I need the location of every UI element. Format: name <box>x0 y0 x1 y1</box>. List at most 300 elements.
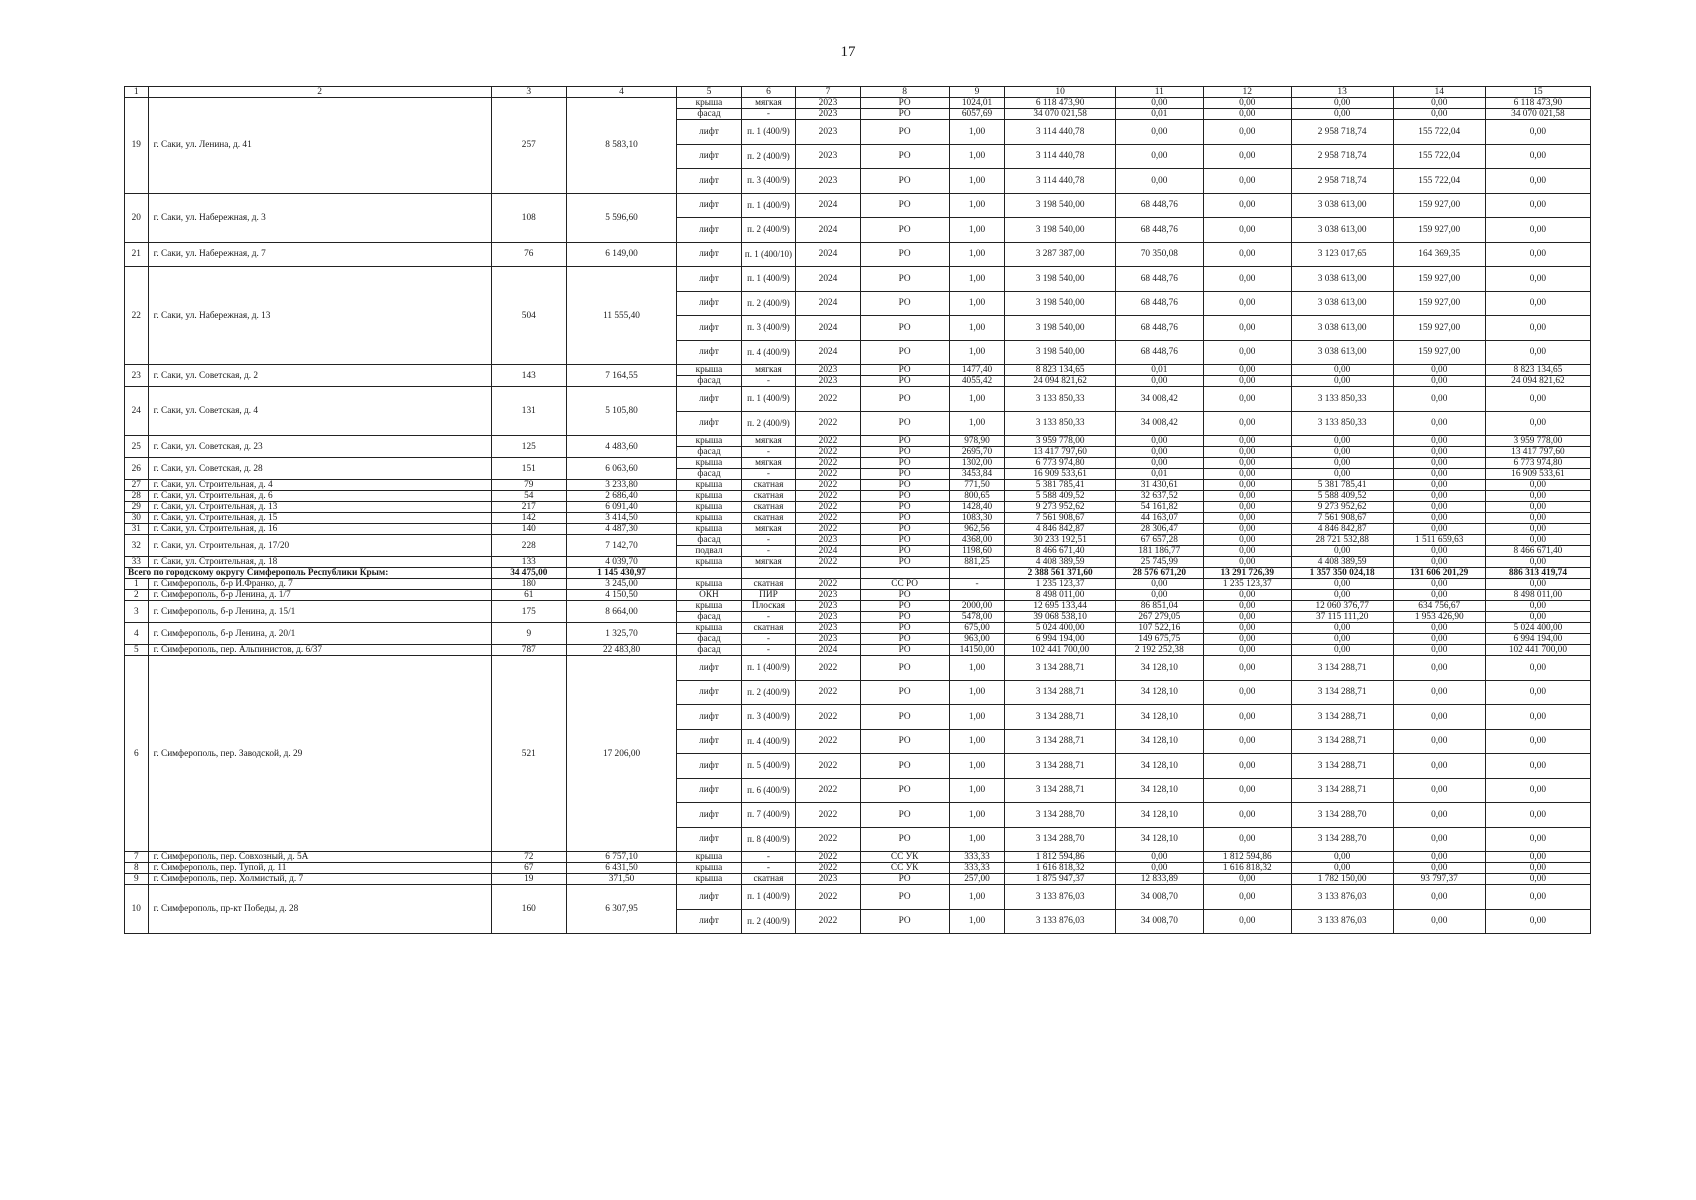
work-type: лифт <box>677 754 741 779</box>
total-cost: 9 273 952,62 <box>1005 502 1115 513</box>
cost-col-14: 0,00 <box>1393 645 1485 656</box>
total-cost: 3 198 540,00 <box>1005 291 1115 316</box>
table-row <box>125 242 1591 267</box>
work-type: лифт <box>677 218 741 243</box>
cost-col-15: 0,00 <box>1485 218 1590 243</box>
row-number: 8 <box>125 863 149 874</box>
cost-col-13: 3 038 613,00 <box>1291 267 1393 292</box>
volume: 1,00 <box>949 267 1005 292</box>
cost-col-12: 0,00 <box>1203 120 1291 145</box>
cost-col-14: 0,00 <box>1393 411 1485 436</box>
year: 2022 <box>796 729 860 754</box>
cost-col-13: 3 133 876,03 <box>1291 909 1393 934</box>
cost-col-15: 0,00 <box>1485 601 1590 612</box>
cost-col-12: 0,00 <box>1203 267 1291 292</box>
volume: 333,33 <box>949 852 1005 863</box>
cost-col-11: 34 008,70 <box>1115 909 1203 934</box>
cost-col-14: 0,00 <box>1393 827 1485 852</box>
residents-count: 76 <box>491 242 566 267</box>
work-type: крыша <box>677 863 741 874</box>
total-cost: 3 198 540,00 <box>1005 316 1115 341</box>
volume: 963,00 <box>949 634 1005 645</box>
year: 2024 <box>796 291 860 316</box>
cost-col-14: 155 722,04 <box>1393 169 1485 194</box>
column-number-10: 10 <box>1005 87 1115 98</box>
cost-col-14: 159 927,00 <box>1393 316 1485 341</box>
work-type: фасад <box>677 109 741 120</box>
building-area: 7 142,70 <box>566 535 676 557</box>
year: 2022 <box>796 909 860 934</box>
work-subtype: п. 2 (400/9) <box>741 218 796 243</box>
work-type: крыша <box>677 480 741 491</box>
building-area: 6 431,50 <box>566 863 676 874</box>
year: 2024 <box>796 316 860 341</box>
address-cell: г. Симферополь, пер. Совхозный, д. 5А <box>148 852 491 863</box>
funding-method: РО <box>860 109 949 120</box>
volume: 1198,60 <box>949 546 1005 557</box>
year: 2022 <box>796 852 860 863</box>
cost-col-12: 0,00 <box>1203 447 1291 458</box>
funding-method: СС РО <box>860 579 949 590</box>
year: 2022 <box>796 502 860 513</box>
work-subtype: скатная <box>741 480 796 491</box>
year: 2022 <box>796 705 860 730</box>
cost-col-14: 0,00 <box>1393 579 1485 590</box>
row-number: 9 <box>125 874 149 885</box>
year: 2022 <box>796 469 860 480</box>
work-subtype: п. 4 (400/9) <box>741 340 796 365</box>
year: 2022 <box>796 458 860 469</box>
funding-method: РО <box>860 447 949 458</box>
work-subtype: п. 1 (400/9) <box>741 193 796 218</box>
cost-col-15: 8 466 671,40 <box>1485 546 1590 557</box>
residents-count: 217 <box>491 502 566 513</box>
work-subtype: - <box>741 447 796 458</box>
total-cost: 3 959 778,00 <box>1005 436 1115 447</box>
building-area: 3 233,80 <box>566 480 676 491</box>
cost-col-13: 0,00 <box>1291 447 1393 458</box>
cost-col-12: 0,00 <box>1203 680 1291 705</box>
funding-method: РО <box>860 874 949 885</box>
total-cost: 3 134 288,71 <box>1005 729 1115 754</box>
residents-count: 504 <box>491 267 566 365</box>
cost-col-11: 31 430,61 <box>1115 480 1203 491</box>
cost-col-15: 0,00 <box>1485 535 1590 546</box>
work-subtype: скатная <box>741 491 796 502</box>
cost-col-11: 0,01 <box>1115 469 1203 480</box>
column-number-11: 11 <box>1115 87 1203 98</box>
cost-col-11: 54 161,82 <box>1115 502 1203 513</box>
volume: 1477,40 <box>949 365 1005 376</box>
cost-col-13: 3 134 288,71 <box>1291 754 1393 779</box>
cost-col-13: 0,00 <box>1291 469 1393 480</box>
cost-col-12: 0,00 <box>1203 803 1291 828</box>
cost-col-13: 5 588 409,52 <box>1291 491 1393 502</box>
cost-col-13: 3 134 288,70 <box>1291 803 1393 828</box>
work-type: фасад <box>677 645 741 656</box>
cost-col-11: 0,00 <box>1115 144 1203 169</box>
total-cost: 3 134 288,71 <box>1005 680 1115 705</box>
address-cell: г. Саки, ул. Советская, д. 2 <box>148 365 491 387</box>
cost-col-15: 0,00 <box>1485 885 1590 910</box>
volume: 1428,40 <box>949 502 1005 513</box>
cost-col-11: 107 522,16 <box>1115 623 1203 634</box>
volume: 1,00 <box>949 754 1005 779</box>
cost-col-12: 0,00 <box>1203 909 1291 934</box>
cost-col-13: 0,00 <box>1291 590 1393 601</box>
table-row <box>125 601 1591 612</box>
cost-col-12: 0,00 <box>1203 535 1291 546</box>
volume: 3453,84 <box>949 469 1005 480</box>
table-row <box>125 502 1591 513</box>
work-type: крыша <box>677 365 741 376</box>
cost-col-11: 28 306,47 <box>1115 524 1203 535</box>
volume: 1,00 <box>949 827 1005 852</box>
total-cost: 24 094 821,62 <box>1005 376 1115 387</box>
cost-col-15: 0,00 <box>1485 491 1590 502</box>
residents-count: 140 <box>491 524 566 535</box>
cost-col-11: 12 833,89 <box>1115 874 1203 885</box>
cost-col-12: 0,00 <box>1203 754 1291 779</box>
cost-col-12: 0,00 <box>1203 623 1291 634</box>
cost-col-12: 0,00 <box>1203 705 1291 730</box>
cost-col-13: 0,00 <box>1291 645 1393 656</box>
row-number: 3 <box>125 601 149 623</box>
total-cost: 102 441 700,00 <box>1005 645 1115 656</box>
year: 2022 <box>796 480 860 491</box>
year: 2022 <box>796 803 860 828</box>
volume: 1,00 <box>949 316 1005 341</box>
cost-col-15: 0,00 <box>1485 267 1590 292</box>
cost-col-13: 0,00 <box>1291 579 1393 590</box>
building-area: 17 206,00 <box>566 656 676 852</box>
work-type: крыша <box>677 601 741 612</box>
cost-col-11: 68 448,76 <box>1115 193 1203 218</box>
year: 2022 <box>796 524 860 535</box>
table-row <box>125 267 1591 292</box>
year: 2024 <box>796 218 860 243</box>
funding-method: РО <box>860 680 949 705</box>
total-cost: 8 498 011,00 <box>1005 590 1115 601</box>
year: 2022 <box>796 411 860 436</box>
work-subtype: скатная <box>741 874 796 885</box>
cost-col-15: 0,00 <box>1485 169 1590 194</box>
year: 2023 <box>796 120 860 145</box>
cost-col-14: 0,00 <box>1393 852 1485 863</box>
total-cost: 3 198 540,00 <box>1005 267 1115 292</box>
cost-col-12: 0,00 <box>1203 513 1291 524</box>
work-type: крыша <box>677 524 741 535</box>
total-cost: 6 118 473,90 <box>1005 98 1115 109</box>
cost-col-12: 0,00 <box>1203 169 1291 194</box>
work-subtype: п. 1 (400/9) <box>741 267 796 292</box>
total-cost: 13 417 797,60 <box>1005 447 1115 458</box>
cost-col-15: 16 909 533,61 <box>1485 469 1590 480</box>
volume: 1,00 <box>949 120 1005 145</box>
volume <box>949 590 1005 601</box>
work-type: лифт <box>677 316 741 341</box>
funding-method: РО <box>860 169 949 194</box>
address-cell: г. Симферополь, пер. Холмистый, д. 7 <box>148 874 491 885</box>
work-subtype: скатная <box>741 502 796 513</box>
building-area: 4 150,50 <box>566 590 676 601</box>
cost-col-15: 0,00 <box>1485 316 1590 341</box>
year: 2024 <box>796 193 860 218</box>
year: 2023 <box>796 601 860 612</box>
funding-method: РО <box>860 340 949 365</box>
volume: 4055,42 <box>949 376 1005 387</box>
table-row <box>125 513 1591 524</box>
total-cost: 30 233 192,51 <box>1005 535 1115 546</box>
cost-col-12: 0,00 <box>1203 98 1291 109</box>
volume: 1,00 <box>949 218 1005 243</box>
funding-method: СС УК <box>860 852 949 863</box>
cost-col-13: 9 273 952,62 <box>1291 502 1393 513</box>
total-cost: 5 024 400,00 <box>1005 623 1115 634</box>
cost-col-13: 2 958 718,74 <box>1291 120 1393 145</box>
building-area: 7 164,55 <box>566 365 676 387</box>
empty-cell <box>677 568 741 579</box>
work-type: подвал <box>677 546 741 557</box>
cost-col-13: 12 060 376,77 <box>1291 601 1393 612</box>
cost-col-14: 159 927,00 <box>1393 218 1485 243</box>
year: 2023 <box>796 634 860 645</box>
work-type: лифт <box>677 193 741 218</box>
cost-col-13: 3 133 850,33 <box>1291 387 1393 412</box>
cost-col-11: 34 128,10 <box>1115 778 1203 803</box>
work-subtype: п. 1 (400/9) <box>741 387 796 412</box>
work-subtype: п. 1 (400/9) <box>741 120 796 145</box>
cost-col-15: 0,00 <box>1485 242 1590 267</box>
volume: 333,33 <box>949 863 1005 874</box>
row-number: 6 <box>125 656 149 852</box>
cost-col-12: 0,00 <box>1203 469 1291 480</box>
row-number: 10 <box>125 885 149 934</box>
row-number: 24 <box>125 387 149 436</box>
address-cell: г. Саки, ул. Строительная, д. 15 <box>148 513 491 524</box>
cost-col-15: 0,00 <box>1485 480 1590 491</box>
row-number: 7 <box>125 852 149 863</box>
residents-count: 160 <box>491 885 566 934</box>
building-area: 5 105,80 <box>566 387 676 436</box>
column-number-9: 9 <box>949 87 1005 98</box>
year: 2022 <box>796 863 860 874</box>
funding-method: РО <box>860 480 949 491</box>
volume: 1,00 <box>949 169 1005 194</box>
funding-method: РО <box>860 546 949 557</box>
volume: 257,00 <box>949 874 1005 885</box>
table-row <box>125 387 1591 412</box>
work-subtype: мягкая <box>741 557 796 568</box>
work-type: лифт <box>677 705 741 730</box>
row-number: 26 <box>125 458 149 480</box>
cost-col-15: 0,00 <box>1485 827 1590 852</box>
cost-col-11: 0,01 <box>1115 109 1203 120</box>
cost-col-12: 0,00 <box>1203 242 1291 267</box>
cost-col-12: 0,00 <box>1203 480 1291 491</box>
work-subtype: мягкая <box>741 98 796 109</box>
funding-method: РО <box>860 634 949 645</box>
work-type: фасад <box>677 634 741 645</box>
cost-col-14: 0,00 <box>1393 480 1485 491</box>
cost-col-15: 0,00 <box>1485 502 1590 513</box>
cost-col-15: 0,00 <box>1485 874 1590 885</box>
work-subtype: - <box>741 376 796 387</box>
work-subtype: - <box>741 469 796 480</box>
cost-col-15: 102 441 700,00 <box>1485 645 1590 656</box>
total-cost: 3 114 440,78 <box>1005 169 1115 194</box>
cost-col-14: 0,00 <box>1393 634 1485 645</box>
table-row <box>125 458 1591 469</box>
total-cost: 8 466 671,40 <box>1005 546 1115 557</box>
work-subtype: - <box>741 634 796 645</box>
address-cell: г. Симферополь, пер. Тупой, д. 11 <box>148 863 491 874</box>
total-cost: 12 695 133,44 <box>1005 601 1115 612</box>
column-number-12: 12 <box>1203 87 1291 98</box>
building-area: 4 039,70 <box>566 557 676 568</box>
cost-col-15: 0,00 <box>1485 193 1590 218</box>
column-number-14: 14 <box>1393 87 1485 98</box>
cost-col-15: 0,00 <box>1485 705 1590 730</box>
volume: 2000,00 <box>949 601 1005 612</box>
cost-col-11: 0,00 <box>1115 376 1203 387</box>
cost-col-14: 0,00 <box>1393 524 1485 535</box>
cost-col-14: 93 797,37 <box>1393 874 1485 885</box>
table-row <box>125 193 1591 218</box>
cost-col-13: 0,00 <box>1291 458 1393 469</box>
row-number: 32 <box>125 535 149 557</box>
work-subtype: п. 2 (400/9) <box>741 909 796 934</box>
table-row <box>125 623 1591 634</box>
residents-count: 228 <box>491 535 566 557</box>
cost-col-14: 0,00 <box>1393 705 1485 730</box>
cost-col-12: 0,00 <box>1203 291 1291 316</box>
total-row <box>125 568 1591 579</box>
cost-col-13: 4 846 842,87 <box>1291 524 1393 535</box>
cost-col-13: 0,00 <box>1291 376 1393 387</box>
cost-col-11: 0,01 <box>1115 365 1203 376</box>
table-row <box>125 557 1591 568</box>
cost-col-15: 0,00 <box>1485 754 1590 779</box>
table-row <box>125 524 1591 535</box>
column-number-7: 7 <box>796 87 860 98</box>
total-cost: 5 588 409,52 <box>1005 491 1115 502</box>
residents-count: 521 <box>491 656 566 852</box>
cost-col-11: 34 128,10 <box>1115 680 1203 705</box>
funding-method: РО <box>860 387 949 412</box>
cost-col-15: 13 417 797,60 <box>1485 447 1590 458</box>
year: 2022 <box>796 436 860 447</box>
work-subtype: мягкая <box>741 524 796 535</box>
work-type: крыша <box>677 436 741 447</box>
year: 2023 <box>796 365 860 376</box>
work-type: лифт <box>677 120 741 145</box>
funding-method: РО <box>860 803 949 828</box>
work-type: лифт <box>677 242 741 267</box>
work-subtype: - <box>741 863 796 874</box>
address-cell: г. Саки, ул. Строительная, д. 4 <box>148 480 491 491</box>
cost-col-11: 149 675,75 <box>1115 634 1203 645</box>
work-subtype: скатная <box>741 579 796 590</box>
cost-col-12: 0,00 <box>1203 612 1291 623</box>
cost-col-13: 3 134 288,70 <box>1291 827 1393 852</box>
funding-method: РО <box>860 513 949 524</box>
residents-count: 131 <box>491 387 566 436</box>
cost-col-12: 0,00 <box>1203 546 1291 557</box>
cost-col-13: 0,00 <box>1291 365 1393 376</box>
building-area: 6 307,95 <box>566 885 676 934</box>
total-cost: 2 388 561 371,60 <box>1005 568 1115 579</box>
row-number: 30 <box>125 513 149 524</box>
year: 2022 <box>796 491 860 502</box>
table-row <box>125 365 1591 376</box>
total-col-15: 886 313 419,74 <box>1485 568 1590 579</box>
volume: 1,00 <box>949 242 1005 267</box>
residents-count: 151 <box>491 458 566 480</box>
total-cost: 3 114 440,78 <box>1005 144 1115 169</box>
volume: 1,00 <box>949 656 1005 681</box>
volume: 800,65 <box>949 491 1005 502</box>
total-cost: 6 994 194,00 <box>1005 634 1115 645</box>
volume: 771,50 <box>949 480 1005 491</box>
cost-col-14: 0,00 <box>1393 557 1485 568</box>
year: 2022 <box>796 680 860 705</box>
table-row <box>125 436 1591 447</box>
table-row <box>125 874 1591 885</box>
row-number: 33 <box>125 557 149 568</box>
cost-col-15: 0,00 <box>1485 863 1590 874</box>
row-number: 5 <box>125 645 149 656</box>
table-row <box>125 491 1591 502</box>
cost-col-14: 159 927,00 <box>1393 193 1485 218</box>
year: 2022 <box>796 827 860 852</box>
funding-method: РО <box>860 524 949 535</box>
funding-method: РО <box>860 469 949 480</box>
cost-col-11: 68 448,76 <box>1115 218 1203 243</box>
funding-method: РО <box>860 612 949 623</box>
cost-col-15: 0,00 <box>1485 340 1590 365</box>
cost-col-13: 1 782 150,00 <box>1291 874 1393 885</box>
data-table <box>124 86 1591 934</box>
building-area: 11 555,40 <box>566 267 676 365</box>
work-subtype: п. 3 (400/9) <box>741 705 796 730</box>
work-subtype: - <box>741 546 796 557</box>
total-col-11: 28 576 671,20 <box>1115 568 1203 579</box>
cost-col-12: 0,00 <box>1203 634 1291 645</box>
page-number: 17 <box>840 44 856 60</box>
total-cost: 1 235 123,37 <box>1005 579 1115 590</box>
total-cost: 4 408 389,59 <box>1005 557 1115 568</box>
cost-col-14: 0,00 <box>1393 469 1485 480</box>
work-subtype: мягкая <box>741 458 796 469</box>
residents-count: 79 <box>491 480 566 491</box>
total-cost: 3 133 876,03 <box>1005 885 1115 910</box>
year: 2024 <box>796 267 860 292</box>
column-number-4: 4 <box>566 87 676 98</box>
cost-col-15: 0,00 <box>1485 579 1590 590</box>
cost-col-12: 0,00 <box>1203 411 1291 436</box>
cost-col-15: 6 994 194,00 <box>1485 634 1590 645</box>
cost-col-15: 0,00 <box>1485 524 1590 535</box>
work-type: лифт <box>677 827 741 852</box>
funding-method: РО <box>860 218 949 243</box>
cost-col-11: 0,00 <box>1115 579 1203 590</box>
cost-col-12: 0,00 <box>1203 218 1291 243</box>
funding-method: РО <box>860 376 949 387</box>
funding-method: РО <box>860 144 949 169</box>
cost-col-12: 0,00 <box>1203 376 1291 387</box>
column-number-13: 13 <box>1291 87 1393 98</box>
